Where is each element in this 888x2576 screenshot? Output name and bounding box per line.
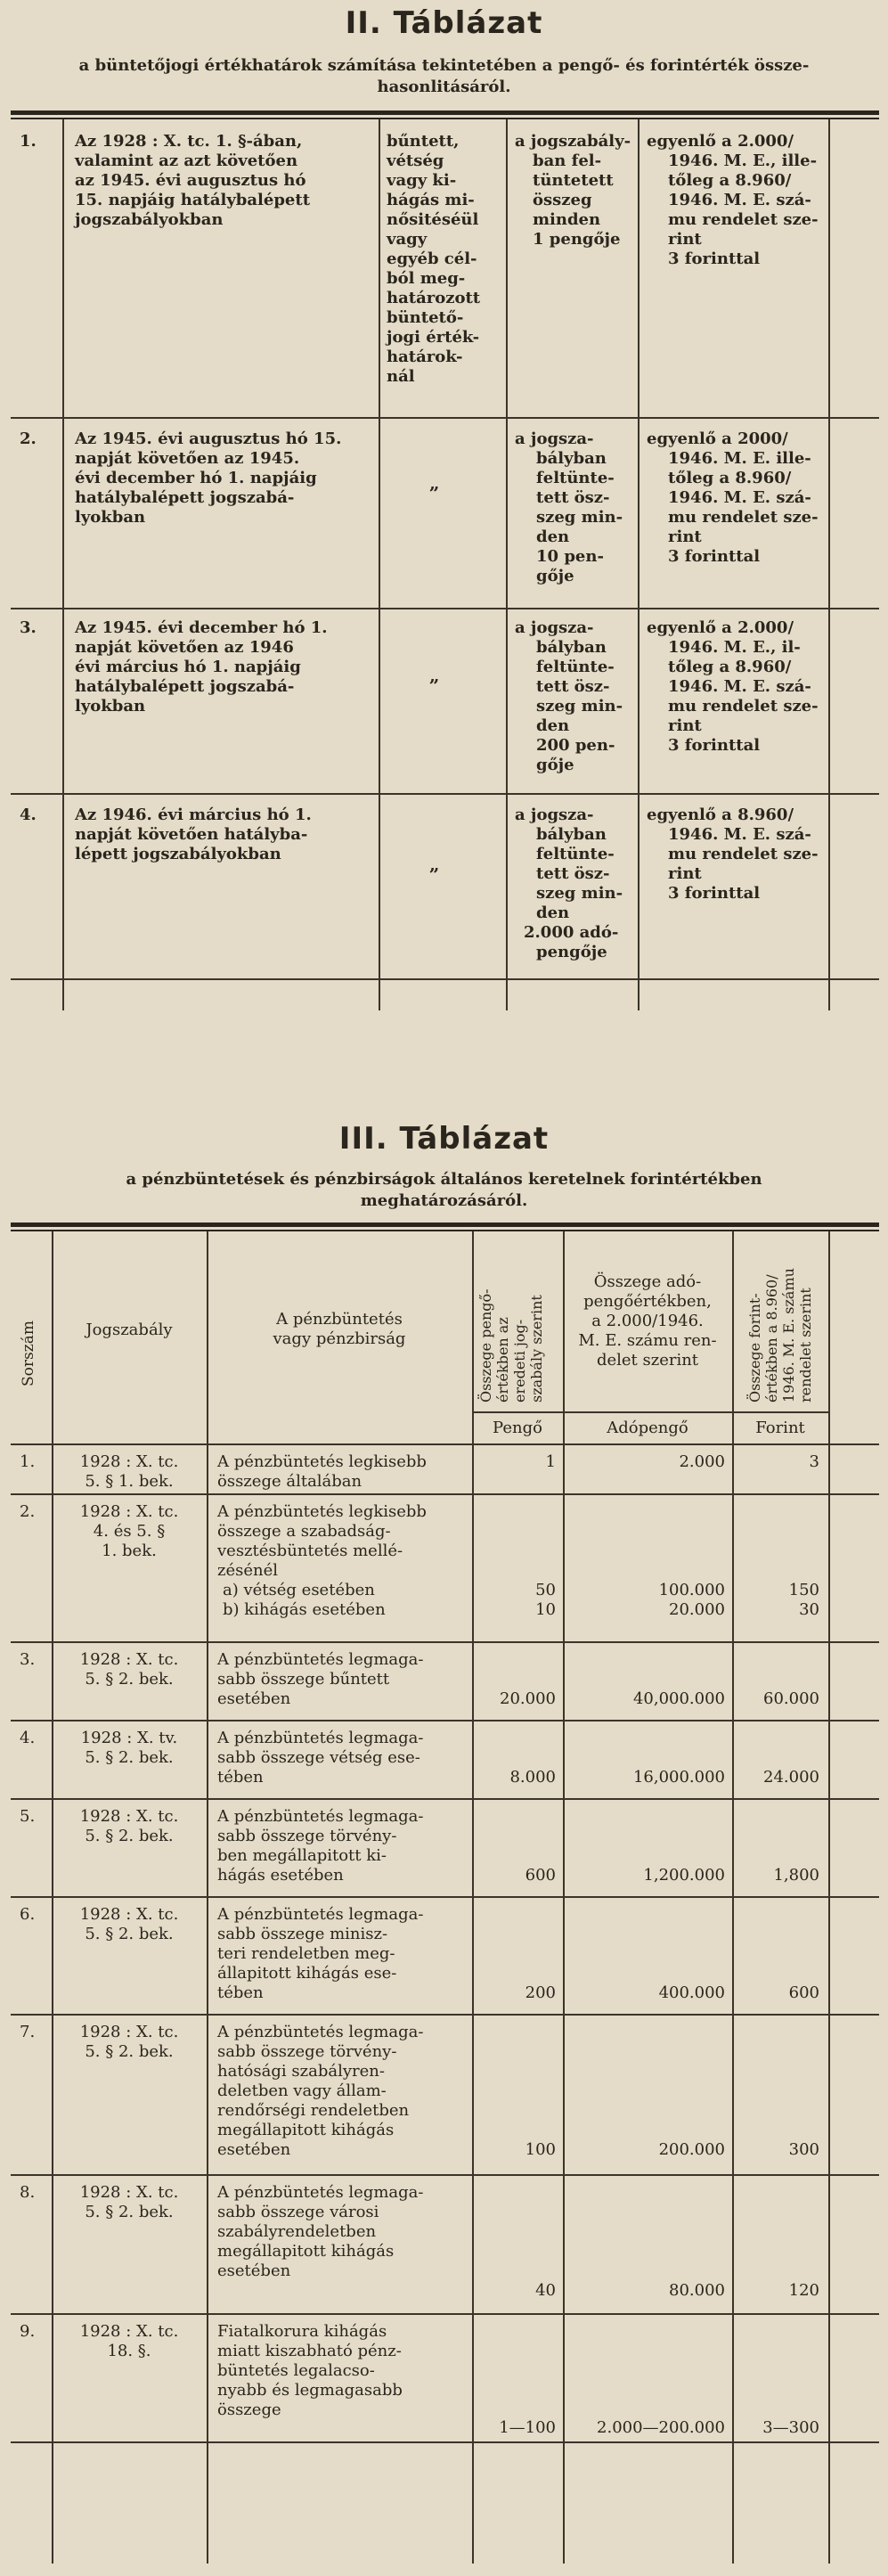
text-line: 1 pengője: [533, 230, 621, 249]
table3-pengo: 40: [535, 2281, 556, 2300]
text-line: 10 pen-: [536, 547, 604, 566]
table3-row-divider: [11, 2313, 879, 2315]
text-line: 30: [799, 1600, 819, 1619]
text-line: napját követően az 1945.: [75, 449, 300, 468]
text-line: A pénzbüntetés legmaga-: [217, 1650, 424, 1669]
unit-adopengo: Adópengő: [607, 1419, 688, 1437]
text-line: vétség: [387, 151, 444, 170]
text-line: rendelet szerint: [797, 1288, 814, 1402]
table3-pengo: 200: [525, 1983, 556, 2002]
table3-pengo: 1: [545, 1452, 556, 1471]
text-line: ben megállapitott ki-: [217, 1846, 387, 1865]
table3-subtitle-line: meghatározásáról.: [360, 1191, 528, 1210]
text-line: megállapitott kihágás: [217, 2242, 395, 2261]
text-line: lyokban: [75, 508, 146, 527]
text-line: mu rendelet sze-: [668, 508, 819, 527]
table2-col-divider: [828, 119, 830, 1010]
text-line: 3 forinttal: [668, 884, 761, 903]
text-line: 5. § 1. bek.: [85, 1472, 174, 1491]
text-line: tett ösz-: [536, 488, 610, 507]
text-line: 1928 : X. tc.: [79, 1502, 179, 1521]
text-line: egyenlő a 2000/: [647, 429, 788, 448]
text-line: 5. § 2. bek.: [85, 1670, 174, 1689]
text-line: bályban: [536, 449, 607, 468]
text-line: a jogsza-: [515, 806, 594, 824]
table3-row-number: 8.: [20, 2183, 36, 2202]
text-line: a jogsza-: [515, 429, 594, 448]
text-line: 1946. M. E. szá-: [668, 191, 811, 209]
text-line: értékben az: [494, 1317, 511, 1402]
table3-row-number: 9.: [20, 2322, 36, 2341]
text-line: mu rendelet sze-: [668, 697, 819, 716]
text-line: egyenlő a 2.000/: [647, 132, 794, 151]
text-line: határok-: [387, 348, 463, 366]
table3-row-divider: [11, 2014, 879, 2016]
table3-adopengo: 1,200.000: [643, 1866, 725, 1885]
table3-pengo: [474, 1581, 556, 1620]
table3-law: [53, 1729, 205, 1768]
table2-top-rule: [11, 110, 879, 115]
text-line: 2.000 adó-: [524, 923, 619, 942]
text-line: 1946. M. E., ille-: [668, 151, 818, 170]
table2-equal: [647, 618, 819, 756]
text-line: hatósági szabályren-: [217, 2062, 385, 2081]
unit-forint: Forint: [755, 1419, 805, 1437]
header-penzbuntetes: [208, 1310, 470, 1349]
text-line: 1928 : X. tc.: [79, 1905, 179, 1924]
table3-col-divider: [52, 1231, 53, 2564]
header-jogszabaly: Jogszabály: [86, 1321, 173, 1339]
text-line: 50: [535, 1581, 556, 1599]
text-line: 4. és 5. §: [93, 1522, 166, 1541]
table3-law: [53, 1905, 205, 1944]
header-sorszam: Sorszám: [20, 1321, 37, 1386]
table2-amount: [515, 132, 631, 249]
text-line: sabb összege törvény-: [217, 1827, 397, 1845]
table2-offense: [387, 132, 480, 387]
text-line: nősitéséül: [387, 210, 479, 229]
header-forint-ertek: [746, 1268, 814, 1402]
text-line: bűntett,: [387, 132, 460, 151]
table2-subtitle-line: hasonlitásáról.: [377, 78, 511, 96]
text-line: miatt kiszabható pénz-: [217, 2342, 402, 2360]
table3-desc: [217, 1807, 423, 1885]
table3-desc: [217, 2183, 423, 2281]
text-line: teri rendeletben meg-: [217, 1944, 395, 1963]
table2-equal: [647, 132, 819, 269]
text-line: Fiatalkorura kihágás: [217, 2322, 387, 2341]
text-line: értékben a 8.960/: [763, 1274, 780, 1402]
table3-desc: [217, 1452, 427, 1492]
table3-desc: [217, 2023, 423, 2160]
text-line: 1. bek.: [102, 1542, 157, 1560]
text-line: összege általában: [217, 1472, 363, 1491]
text-line: büntető-: [387, 308, 464, 327]
text-line: vagy pénzbirság: [273, 1329, 406, 1348]
text-line: 5. § 2. bek.: [85, 2042, 174, 2061]
table3-subtitle-line: a pénzbüntetések és pénzbirságok általános keretelnek forintértékben: [126, 1170, 762, 1189]
table2-period: [75, 429, 341, 527]
text-line: állapitott kihágás ese-: [217, 1964, 397, 1983]
table3-forint: 3—300: [762, 2418, 819, 2437]
table3-adopengo: [565, 1581, 725, 1620]
text-line: évi március hó 1. napjáig: [75, 658, 301, 676]
text-line: hágás esetében: [217, 1866, 344, 1885]
table3-row-number: 7.: [20, 2023, 36, 2041]
text-line: Összege pengő-: [477, 1288, 494, 1402]
table3-top-rule-thin: [11, 1230, 879, 1231]
text-line: Összege adó-: [593, 1272, 702, 1291]
table3-pengo: 8.000: [509, 1768, 556, 1787]
table2-row-number: 3.: [20, 618, 37, 637]
text-line: az 1945. évi augusztus hó: [75, 171, 306, 190]
table2-period: [75, 132, 310, 230]
text-line: rint: [668, 230, 702, 249]
text-line: eredeti jog-: [511, 1319, 528, 1402]
text-line: vagy ki-: [387, 171, 457, 190]
table3-law: [53, 1502, 205, 1561]
table3-forint: [734, 1581, 819, 1620]
text-line: mu rendelet sze-: [668, 210, 819, 229]
table2-top-rule-thin: [11, 118, 879, 119]
table3-desc: [217, 1905, 423, 2003]
table3-col-divider: [207, 1231, 208, 2564]
text-line: határozott: [387, 289, 481, 307]
table3-row-divider: [11, 1641, 879, 1643]
text-line: 1928 : X. tc.: [79, 1452, 179, 1471]
table3-header-bottom: [11, 1443, 879, 1445]
text-line: deletben vagy állam-: [217, 2081, 387, 2100]
text-line: egyéb cél-: [387, 249, 477, 268]
text-line: 20.000: [669, 1600, 725, 1619]
text-line: 5. § 2. bek.: [85, 1748, 174, 1767]
text-line: den: [536, 904, 570, 922]
text-line: jogi érték-: [387, 328, 480, 347]
table2-period: [75, 806, 312, 864]
table3-top-rule: [11, 1223, 879, 1227]
table3-row-number: 1.: [20, 1452, 36, 1471]
text-line: tett ösz-: [536, 677, 610, 696]
table3-title: III. Táblázat: [338, 1121, 550, 1157]
text-line: 5. § 2. bek.: [85, 2203, 174, 2221]
text-line: esetében: [217, 1689, 291, 1708]
table3-desc: [217, 1650, 423, 1709]
text-line: A pénzbüntetés legmaga-: [217, 2023, 424, 2041]
text-line: 1928 : X. tc.: [79, 1650, 179, 1669]
text-line: 5. § 2. bek.: [85, 1925, 174, 1943]
text-line: sabb összege vétség ese-: [217, 1748, 420, 1767]
text-line: szabály szerint: [528, 1295, 545, 1402]
table3-desc: [217, 2322, 403, 2420]
table2-row-number: 4.: [20, 806, 37, 824]
text-line: megállapitott kihágás: [217, 2121, 395, 2139]
table2-amount: [515, 429, 623, 586]
table2-row-divider: [11, 417, 879, 419]
table3-law: [53, 2322, 205, 2361]
text-line: minden: [533, 210, 601, 229]
table3-row-divider: [11, 1798, 879, 1800]
text-line: 100.000: [658, 1581, 725, 1599]
text-line: tüntetett: [533, 171, 614, 190]
text-line: 15. napjáig hatálybalépett: [75, 191, 311, 209]
text-line: 1928 : X. tc.: [79, 1807, 179, 1826]
table3-row-divider: [11, 1896, 879, 1898]
ditto-mark: „: [429, 665, 440, 686]
text-line: sabb összege bűntett: [217, 1670, 390, 1689]
text-line: jogszabályokban: [75, 210, 224, 229]
text-line: összege a szabadság-: [217, 1522, 391, 1541]
text-line: egyenlő a 8.960/: [647, 806, 794, 824]
table3-row-number: 5.: [20, 1807, 36, 1826]
table2-period: [75, 618, 328, 716]
text-line: esetében: [217, 2261, 291, 2280]
table3-row-number: 6.: [20, 1905, 36, 1924]
table2-subtitle: [27, 55, 861, 98]
table3-forint: 1,800: [773, 1866, 819, 1885]
table3-forint: 60.000: [763, 1689, 819, 1708]
text-line: A pénzbüntetés legmaga-: [217, 1807, 424, 1826]
table3-law: [53, 2183, 205, 2222]
table3-adopengo: 400.000: [658, 1983, 725, 2002]
table3-adopengo: 16,000.000: [632, 1768, 725, 1787]
text-line: 5. § 2. bek.: [85, 1827, 174, 1845]
text-line: 3 forinttal: [668, 249, 761, 268]
text-line: bályban: [536, 638, 607, 657]
table3-law: [53, 2023, 205, 2062]
text-line: napját követően az 1946: [75, 638, 294, 657]
text-line: sabb összege minisz-: [217, 1925, 388, 1943]
text-line: 3 forinttal: [668, 547, 761, 566]
text-line: tőleg a 8.960/: [668, 171, 792, 190]
table3-pengo: 1—100: [499, 2418, 556, 2437]
text-line: szeg min-: [536, 697, 623, 716]
text-line: 18. §.: [107, 2342, 151, 2360]
text-line: delet szerint: [596, 1351, 699, 1370]
table3-law: [53, 1807, 205, 1846]
text-line: 1946. M. E. szá-: [668, 825, 811, 844]
text-line: tében: [217, 1768, 264, 1787]
table2-subtitle-line: a büntetőjogi értékhatárok számítása tekintetében a pengő- és forintérték össze-: [78, 56, 810, 75]
table3-forint: 3: [809, 1452, 819, 1471]
text-line: feltünte-: [536, 845, 615, 863]
text-line: hatálybalépett jogszabá-: [75, 677, 295, 696]
text-line: M. E. számu ren-: [578, 1331, 717, 1350]
text-line: A pénzbüntetés legmaga-: [217, 2183, 424, 2202]
text-line: A pénzbüntetés legkisebb: [217, 1452, 427, 1471]
text-line: ból meg-: [387, 269, 466, 288]
table3-subtitle: [27, 1169, 861, 1212]
text-line: 3 forinttal: [668, 736, 761, 755]
text-line: egyenlő a 2.000/: [647, 618, 794, 637]
text-line: vesztésbüntetés mellé-: [217, 1542, 403, 1560]
text-line: napját követően hatályba-: [75, 825, 308, 844]
header-adopengo-ertek: [565, 1272, 730, 1370]
ditto-mark: „: [429, 854, 440, 875]
text-line: den: [536, 716, 570, 735]
table3-row-number: 2.: [20, 1502, 36, 1521]
text-line: lyokban: [75, 697, 146, 716]
text-line: A pénzbüntetés legmaga-: [217, 1905, 424, 1924]
table3-law: [53, 1650, 205, 1689]
text-line: gője: [536, 567, 574, 585]
text-line: b) kihágás esetében: [223, 1600, 386, 1619]
table3-adopengo: 80.000: [669, 2281, 725, 2300]
text-line: A pénzbüntetés legkisebb: [217, 1502, 427, 1521]
text-line: nál: [387, 367, 415, 386]
text-line: szeg min-: [536, 884, 623, 903]
text-line: valamint az azt követően: [75, 151, 298, 170]
text-line: vagy: [387, 230, 428, 249]
text-line: 1928 : X. tc.: [79, 2183, 179, 2202]
text-line: feltünte-: [536, 658, 615, 676]
unit-pengo: Pengő: [493, 1419, 542, 1437]
text-line: a 2.000/1946.: [591, 1312, 704, 1330]
text-line: Összege forint-: [746, 1293, 763, 1402]
text-line: tőleg a 8.960/: [668, 469, 792, 487]
table2-col-divider: [506, 119, 508, 1010]
table3-adopengo: 40,000.000: [632, 1689, 725, 1708]
text-line: esetében: [217, 2140, 291, 2159]
text-line: sabb összege városi: [217, 2203, 379, 2221]
text-line: büntetés legalacso-: [217, 2361, 375, 2380]
text-line: 200 pen-: [536, 736, 615, 755]
text-line: összege: [217, 2400, 281, 2419]
table2-amount: [515, 806, 623, 962]
table3-desc: [217, 1729, 423, 1787]
table2-title: II. Táblázat: [345, 5, 543, 41]
text-line: tében: [217, 1983, 264, 2002]
text-line: Az 1946. évi március hó 1.: [75, 806, 312, 824]
text-line: a jogsza-: [515, 618, 594, 637]
text-line: A pénzbüntetés: [276, 1310, 403, 1329]
table2-col-divider: [62, 119, 64, 1010]
text-line: den: [536, 527, 570, 546]
table2-equal: [647, 429, 819, 567]
text-line: gője: [536, 756, 574, 774]
table3-adopengo: 2.000: [679, 1452, 725, 1471]
ditto-mark: „: [429, 472, 440, 494]
text-line: rint: [668, 527, 702, 546]
text-line: összeg: [533, 191, 592, 209]
text-line: 1928 : X. tc.: [79, 2322, 179, 2341]
text-line: A pénzbüntetés legmaga-: [217, 1729, 424, 1747]
table3-pengo: 600: [525, 1866, 556, 1885]
text-line: feltünte-: [536, 469, 615, 487]
text-line: 1946. M. E. szá-: [668, 488, 811, 507]
table2-amount: [515, 618, 623, 775]
text-line: sabb összege törvény-: [217, 2042, 397, 2061]
table3-header-divider: [472, 1411, 828, 1413]
text-line: 1928 : X. tv.: [80, 1729, 178, 1747]
text-line: szabályrendeletben: [217, 2222, 377, 2241]
text-line: rendőrségi rendeletben: [217, 2101, 410, 2120]
text-line: pengője: [536, 943, 607, 961]
table2-row-number: 1.: [20, 132, 37, 151]
table3-law: [53, 1452, 205, 1492]
table3-forint: 600: [788, 1983, 819, 2002]
table3-forint: 24.000: [763, 1768, 819, 1787]
text-line: bályban: [536, 825, 607, 844]
table3-row-number: 3.: [20, 1650, 36, 1669]
text-line: tett ösz-: [536, 864, 610, 883]
text-line: rint: [668, 716, 702, 735]
table3-row-divider: [11, 2441, 879, 2443]
text-line: a jogszabály-: [515, 132, 631, 151]
table3-adopengo: 2.000—200.000: [597, 2418, 725, 2437]
table2-equal: [647, 806, 819, 904]
table2-col-divider: [379, 119, 380, 1010]
text-line: mu rendelet sze-: [668, 845, 819, 863]
header-pengo-ertek: [477, 1288, 545, 1402]
text-line: nyabb és legmagasabb: [217, 2381, 403, 2400]
table3-col-divider: [828, 1231, 830, 2564]
text-line: 1946. M. E. számu: [780, 1268, 797, 1402]
text-line: hatálybalépett jogszabá-: [75, 488, 295, 507]
text-line: a) vétség esetében: [223, 1581, 375, 1599]
table2-row-divider: [11, 608, 879, 609]
text-line: évi december hó 1. napjáig: [75, 469, 317, 487]
table3-adopengo: 200.000: [658, 2140, 725, 2159]
table3-pengo: 100: [525, 2140, 556, 2159]
table2-row-divider: [11, 793, 879, 795]
table2-row-number: 2.: [20, 429, 37, 448]
text-line: Az 1928 : X. tc. 1. §-ában,: [75, 132, 303, 151]
text-line: pengőértékben,: [583, 1292, 712, 1311]
table3-row-number: 4.: [20, 1729, 36, 1747]
table3-desc: [217, 1502, 427, 1620]
text-line: zésénél: [217, 1561, 279, 1580]
table3-row-divider: [11, 2174, 879, 2176]
text-line: 1946. M. E. ille-: [668, 449, 811, 468]
table2-row-divider: [11, 978, 879, 980]
table3-pengo: 20.000: [500, 1689, 556, 1708]
text-line: szeg min-: [536, 508, 623, 527]
text-line: 1946. M. E. szá-: [668, 677, 811, 696]
table3-row-divider: [11, 1720, 879, 1721]
text-line: rint: [668, 864, 702, 883]
text-line: 1928 : X. tc.: [79, 2023, 179, 2041]
text-line: 10: [535, 1600, 556, 1619]
text-line: Az 1945. évi december hó 1.: [75, 618, 328, 637]
text-line: hágás mi-: [387, 191, 475, 209]
table2-col-divider: [638, 119, 640, 1010]
table3-forint: 120: [788, 2281, 819, 2300]
text-line: lépett jogszabályokban: [75, 845, 281, 863]
text-line: Az 1945. évi augusztus hó 15.: [75, 429, 342, 448]
text-line: 1946. M. E., il-: [668, 638, 801, 657]
table3-forint: 300: [788, 2140, 819, 2159]
text-line: ban fel-: [533, 151, 602, 170]
text-line: 150: [788, 1581, 819, 1599]
table3-row-divider: [11, 1493, 879, 1495]
text-line: tőleg a 8.960/: [668, 658, 792, 676]
